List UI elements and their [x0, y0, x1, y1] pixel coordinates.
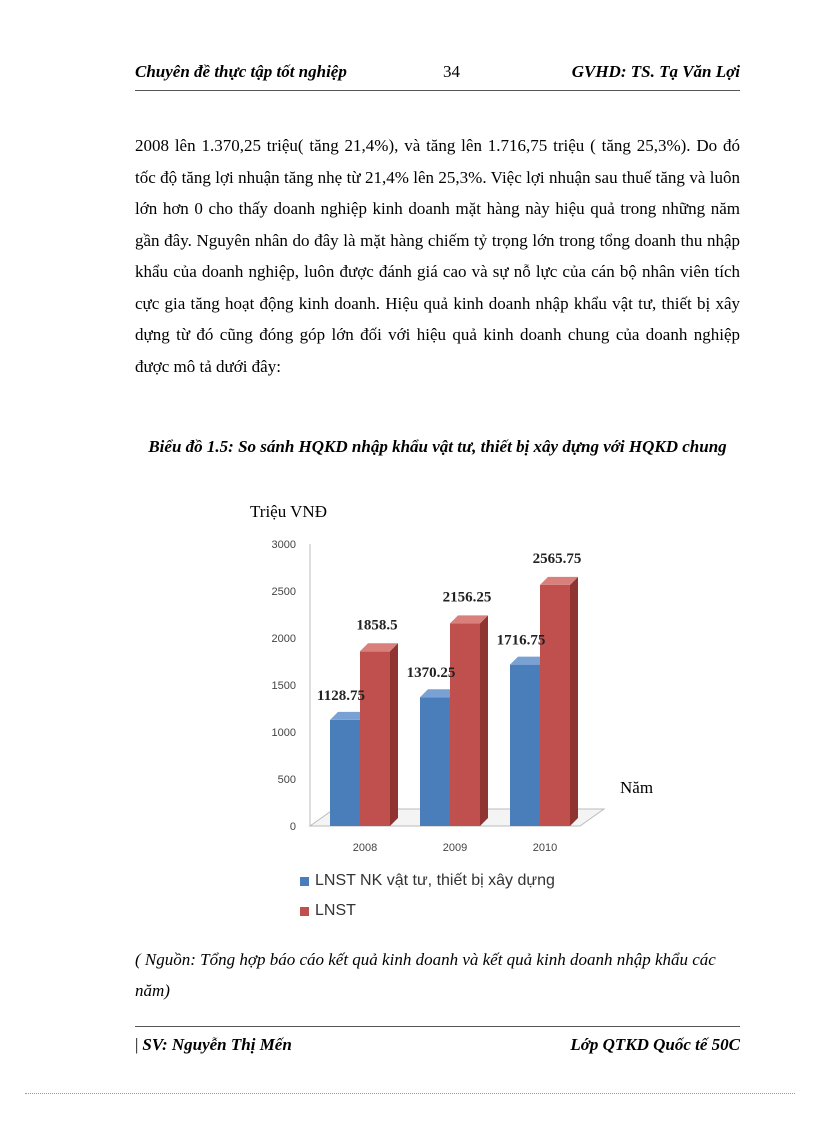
y-tick-label: 0 [289, 821, 296, 833]
footer-student: | SV: Nguyễn Thị Mến [135, 1035, 292, 1054]
data-label: 1858.5 [356, 617, 398, 634]
y-tick-label: 2500 [271, 586, 296, 598]
x-tick-label: 2009 [442, 842, 468, 854]
x-tick-label: 2010 [532, 842, 558, 854]
body-paragraph: 2008 lên 1.370,25 triệu( tăng 21,4%), và tăng lên 1.716,75 triệu ( tăng 25,3%). Do đó tốc độ tăng lợi nhuận tăng nhẹ từ 21,4% lên 25,3%. Việc lợi nhuận sau thuế tăng và luôn lớn hơn 0 cho thấy doanh nghiệp kinh doanh mặt hàng này hiệu quả trong những năm gần đây. Nguyên nhân do đây là mặt hàng chiếm tỷ trọng lớn trong tổng doanh thu nhập khẩu của doanh nghiệp, luôn được đánh giá cao và sự nỗ lực của cán bộ nhân viên tích cực gia tăng hoạt động kinh doanh. Hiệu quả kinh doanh nhập khẩu vật tư, thiết bị xây dựng từ đó cũng đóng góp lớn đối với hiệu quả kinh doanh chung của doanh nghiệp được mô tả dưới đây: [135, 136, 740, 376]
bar-lnst-2010 [540, 577, 578, 826]
header-title: Chuyên đề thực tập tốt nghiệp [135, 62, 347, 81]
data-label: 2156.25 [442, 589, 492, 606]
header-advisor: GVHD: TS. Tạ Văn Lợi [571, 62, 740, 81]
chart-legend [300, 866, 555, 926]
y-tick-label: 1000 [271, 727, 296, 739]
y-tick-label: 2000 [271, 633, 296, 645]
y-tick-label: 500 [277, 774, 296, 786]
legend-label-lnst: LNST [315, 902, 356, 919]
legend-item-lnst [300, 896, 555, 926]
bar-lnst-2009 [450, 615, 488, 826]
figure-caption: Biểu đồ 1.5: So sánh HQKD nhập khẩu vật tư, thiết bị xây dựng với HQKD chung [148, 437, 727, 456]
footer-class: Lớp QTKD Quốc tế 50C [570, 1035, 740, 1054]
data-label: 1716.75 [496, 632, 546, 649]
page-bottom-divider [25, 1093, 795, 1094]
legend-swatch-blue [300, 877, 309, 886]
chart-bars [330, 577, 578, 826]
x-tick-label: 2008 [352, 842, 378, 854]
y-tick-label: 3000 [271, 539, 296, 551]
legend-label-lnst-nk: LNST NK vật tư, thiết bị xây dựng [315, 872, 555, 889]
bar-lnst-2008 [360, 643, 398, 826]
data-label: 1370.25 [406, 665, 456, 682]
page-number: 34 [443, 62, 460, 81]
chart-y-unit: Triệu VNĐ [250, 502, 327, 521]
source-note: ( Nguồn: Tổng hợp báo cáo kết quả kinh doanh và kết quả kinh doanh nhập khẩu các năm) [135, 950, 716, 1000]
legend-item-lnst-nk [300, 866, 555, 896]
data-label: 2565.75 [532, 550, 582, 567]
y-tick-label: 1500 [271, 680, 296, 692]
chart-x-title: Năm [620, 778, 654, 797]
page-footer [135, 1026, 740, 1057]
data-label: 1128.75 [317, 687, 365, 704]
legend-swatch-red [300, 907, 309, 916]
